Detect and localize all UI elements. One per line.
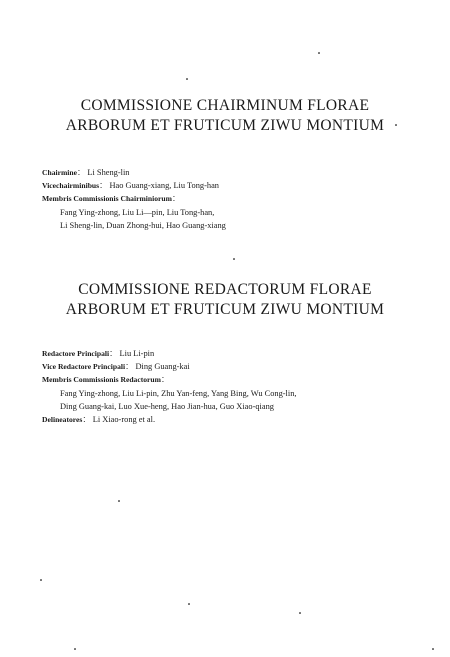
scan-speck: [188, 603, 190, 605]
redactore-value: Liu Li-pin: [119, 349, 155, 358]
separator: ：: [125, 362, 134, 372]
members-line: Ding Guang-kai, Luo Xue-heng, Hao Jian-hua, Guo Xiao-qiang: [60, 401, 274, 411]
commission-redactorum-title: [0, 280, 450, 320]
chairmine-value: Li Sheng-lin: [87, 168, 130, 177]
scan-speck: [299, 612, 301, 614]
scan-speck: [74, 648, 76, 650]
chairmine-label: Chairmine: [42, 168, 78, 177]
commission-chairminum-list: [42, 166, 226, 232]
members-label: Membris Commissionis Chairminiorum: [42, 194, 172, 204]
delineatores-value: Li Xiao-rong et al.: [92, 415, 156, 425]
title-line: COMMISSIONE REDACTORUM FLORAE: [78, 281, 372, 298]
members-row: [42, 373, 296, 386]
chairmine-row: [42, 166, 226, 179]
redactore-label: Redactore Principali: [42, 349, 110, 358]
separator: ：: [171, 194, 181, 204]
separator: ：: [109, 349, 118, 358]
delineatores-row: [42, 413, 296, 426]
vice-redactore-row: [42, 360, 296, 373]
commission-redactorum-list: [42, 347, 296, 426]
members-line: Fang Ying-zhong, Liu Li-pin, Zhu Yan-feng, Yang Bing, Wu Cong-lin,: [60, 388, 297, 398]
scan-speck: [318, 52, 320, 54]
scan-speck: [40, 579, 42, 581]
members-label: Membris Commissionis Redactorum: [42, 375, 161, 385]
scan-speck: [432, 648, 434, 650]
vicechair-value: Hao Guang-xiang, Liu Tong-han: [109, 181, 219, 191]
redactore-row: [42, 347, 296, 360]
scan-speck: [233, 258, 235, 260]
scan-speck: [118, 500, 120, 502]
delineatores-label: Delineatores: [42, 415, 83, 425]
separator: ：: [77, 168, 86, 177]
vicechair-row: [42, 179, 226, 192]
vice-redactore-label: Vice Redactore Principali: [42, 362, 126, 372]
commission-chairminum-title: [0, 96, 450, 136]
members-line: Fang Ying-zhong, Liu Li—pin, Liu Tong-han,: [60, 207, 215, 217]
separator: ：: [82, 415, 91, 425]
title-line: ARBORUM ET FRUTICUM ZIWU MONTIUM: [65, 117, 385, 134]
vice-redactore-value: Ding Guang-kai: [135, 362, 190, 372]
members-line: Li Sheng-lin, Duan Zhong-hui, Hao Guang-xiang: [60, 220, 226, 230]
separator: ：: [160, 375, 170, 385]
title-line: ARBORUM ET FRUTICUM ZIWU MONTIUM: [65, 301, 385, 318]
scan-speck: [186, 78, 188, 80]
scan-speck: [395, 124, 397, 126]
vicechair-label: Vicechairminibus: [42, 181, 100, 191]
members-row: [42, 192, 226, 205]
title-line: COMMISSIONE CHAIRMINUM FLORAE: [80, 97, 370, 114]
separator: ：: [99, 181, 108, 191]
